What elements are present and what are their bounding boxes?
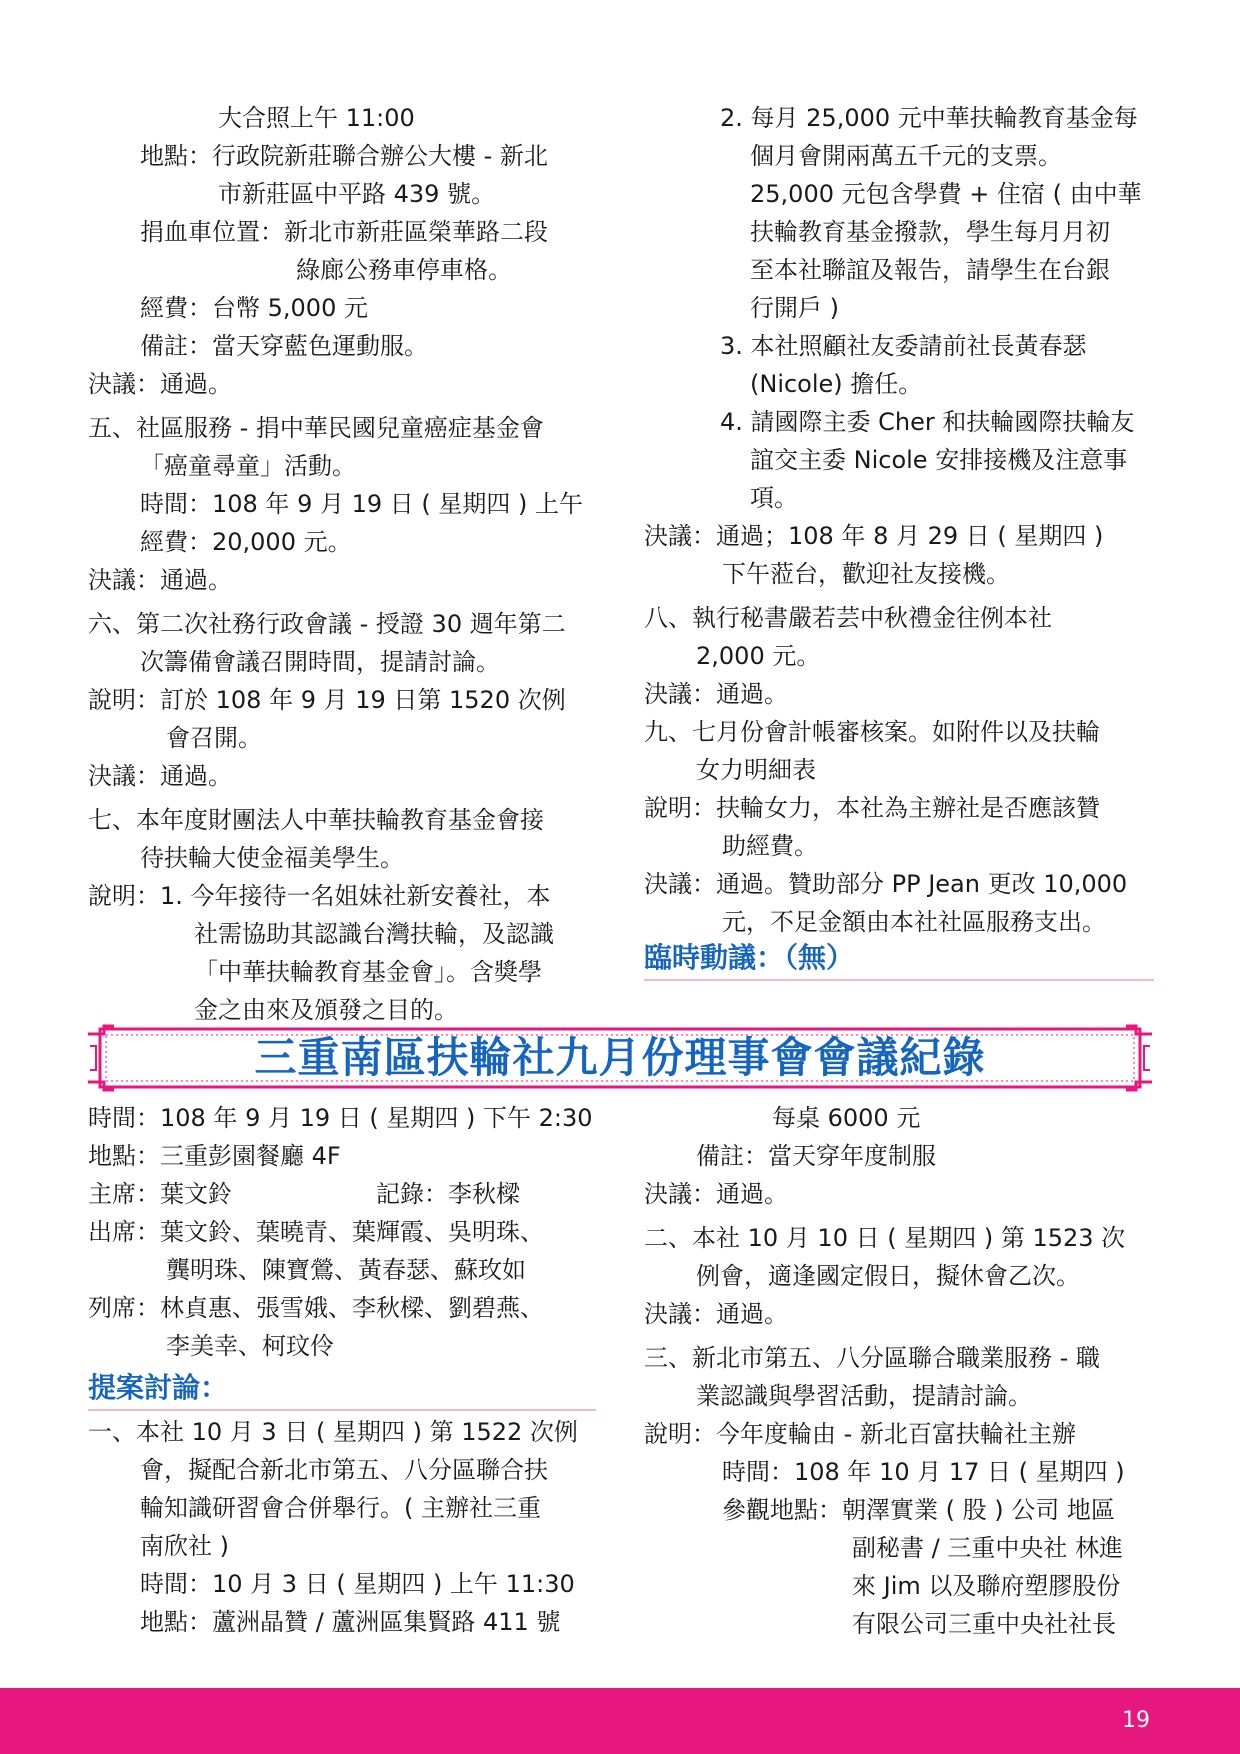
meeting-time: 時間：108 年 9 月 19 日 ( 星期四 ) 下午 2:30: [88, 1104, 593, 1132]
text-line: 項。: [750, 484, 798, 512]
text-line: (Nicole) 擔任。: [750, 370, 923, 398]
text-line: 社需協助其認識台灣扶輪，及認識: [194, 920, 554, 948]
agenda-item-6: 六、第二次社務行政會議 - 授證 30 週年第二: [88, 610, 566, 638]
text-line: 捐血車位置：新北市新莊區榮華路二段: [140, 218, 548, 246]
resolution-line: 決議：通過。: [644, 1180, 788, 1208]
attendees: 出席：葉文鈴、葉曉青、葉輝霞、吳明珠、: [88, 1218, 544, 1246]
agenda-item-9: 九、七月份會計帳審核案。如附件以及扶輪: [644, 718, 1100, 746]
text-line: 「中華扶輪教育基金會」。含獎學: [194, 958, 542, 986]
text-line: 備註：當天穿年度制服: [696, 1142, 936, 1170]
text-line: 來 Jim 以及聯府塑膠股份: [852, 1572, 1121, 1600]
text-line: 25,000 元包含學費 + 住宿 ( 由中華: [750, 180, 1142, 208]
text-line: 時間：108 年 10 月 17 日 ( 星期四 ): [722, 1458, 1125, 1486]
text-line: 行開戶 ): [750, 294, 839, 322]
text-line: 經費：20,000 元。: [140, 528, 352, 556]
resolution-line: 決議：通過。: [644, 1300, 788, 1328]
text-line: 下午蒞台，歡迎社友接機。: [722, 560, 1010, 588]
agenda-item-1: 一、本社 10 月 3 日 ( 星期四 ) 第 1522 次例: [88, 1418, 578, 1446]
minutes-title-banner: [88, 1024, 1152, 1092]
text-line: 誼交主委 Nicole 安排接機及注意事: [750, 446, 1128, 474]
text-line: 大合照上午 11:00: [218, 104, 415, 132]
text-line: 經費：台幣 5,000 元: [140, 294, 368, 322]
text-line: 市新莊區中平路 439 號。: [218, 180, 496, 208]
text-line: 備註：當天穿藍色運動服。: [140, 332, 428, 360]
text-line: 地點：行政院新莊聯合辦公大樓 - 新北: [140, 142, 548, 170]
observers: 列席：林貞惠、張雪娥、李秋樑、劉碧燕、: [88, 1294, 544, 1322]
agenda-item-2: 二、本社 10 月 10 日 ( 星期四 ) 第 1523 次: [644, 1224, 1126, 1252]
text-line: 綠廊公務車停車格。: [296, 256, 512, 284]
text-line: 2,000 元。: [696, 642, 821, 670]
text-line: 個月會開兩萬五千元的支票。: [750, 142, 1062, 170]
proposal-discussion-heading: 提案討論：: [88, 1371, 229, 1404]
list-item: 3. 本社照顧社友委請前社長黃春瑟: [720, 332, 1087, 360]
banner-title: 三重南區扶輪社九月份理事會會議紀錄: [254, 1033, 986, 1082]
text-line: 業認識與學習活動，提請討論。: [696, 1382, 1032, 1410]
provisional-motion-heading: 臨時動議：（無）: [644, 941, 855, 974]
text-line: 待扶輪大使金福美學生。: [140, 844, 404, 872]
chairperson: 主席：葉文鈴: [88, 1180, 232, 1208]
recorder: 記錄：李秋樑: [376, 1180, 520, 1208]
list-item: 4. 請國際主委 Cher 和扶輪國際扶輪友: [720, 408, 1135, 436]
heading-divider: [644, 979, 1154, 981]
text-line: 地點：蘆洲晶贊 / 蘆洲區集賢路 411 號: [140, 1608, 561, 1636]
agenda-item-8: 八、執行秘書嚴若芸中秋禮金往例本社: [644, 604, 1052, 632]
resolution-line: 決議：通過。: [644, 680, 788, 708]
text-line: 南欣社 ): [140, 1532, 229, 1560]
resolution-line: 決議：通過；108 年 8 月 29 日 ( 星期四 ): [644, 522, 1104, 550]
text-line: 女力明細表: [696, 756, 816, 784]
text-line: 會召開。: [166, 724, 262, 752]
meeting-location: 地點：三重彭園餐廳 4F: [88, 1142, 341, 1170]
text-line: 每桌 6000 元: [772, 1104, 921, 1132]
explanation-line: 說明：扶輪女力，本社為主辦社是否應該贊: [644, 794, 1100, 822]
text-line: 「癌童尋童」活動。: [140, 452, 356, 480]
text-line: 至本社聯誼及報告，請學生在台銀: [750, 256, 1110, 284]
heading-divider: [88, 1409, 596, 1411]
resolution-line: 決議：通過。贊助部分 PP Jean 更改 10,000: [644, 870, 1128, 898]
agenda-item-7: 七、本年度財團法人中華扶輪教育基金會接: [88, 806, 544, 834]
text-line: 李美幸、柯玟伶: [166, 1332, 334, 1360]
text-line: 參觀地點：朝澤實業 ( 股 ) 公司 地區: [722, 1496, 1115, 1524]
explanation-line: 說明：1. 今年接待一名姐妹社新安養社，本: [88, 882, 551, 910]
page-number: 19: [1122, 1708, 1150, 1733]
resolution-line: 決議：通過。: [88, 566, 232, 594]
explanation-line: 說明：今年度輪由 - 新北百富扶輪社主辦: [644, 1420, 1076, 1448]
text-line: 次籌備會議召開時間，提請討論。: [140, 648, 500, 676]
text-line: 時間：108 年 9 月 19 日 ( 星期四 ) 上午: [140, 490, 584, 518]
lower-right-column: [644, 1100, 1156, 1640]
text-line: 時間：10 月 3 日 ( 星期四 ) 上午 11:30: [140, 1570, 575, 1598]
text-line: 有限公司三重中央社社長: [852, 1610, 1116, 1638]
agenda-item-3: 三、新北市第五、八分區聯合職業服務 - 職: [644, 1344, 1100, 1372]
lower-left-agenda: [88, 1414, 608, 1654]
list-item: 2. 每月 25,000 元中華扶輪教育基金每: [720, 104, 1138, 132]
text-line: 會，擬配合新北市第五、八分區聯合扶: [140, 1456, 548, 1484]
upper-left-column: [88, 100, 600, 1024]
agenda-item-5: 五、社區服務 - 捐中華民國兒童癌症基金會: [88, 414, 544, 442]
text-line: 輪知識研習會合併舉行。( 主辦社三重: [140, 1494, 541, 1522]
text-line: 助經費。: [722, 832, 818, 860]
text-line: 副秘書 / 三重中央社 林進: [852, 1534, 1123, 1562]
page-footer-bar: [0, 1688, 1240, 1754]
upper-right-column: [644, 100, 1154, 1000]
explanation-line: 說明：訂於 108 年 9 月 19 日第 1520 次例: [88, 686, 566, 714]
resolution-line: 決議：通過。: [88, 370, 232, 398]
text-line: 扶輪教育基金撥款，學生每月月初: [750, 218, 1110, 246]
text-line: 元，不足金額由本社社區服務支出。: [722, 908, 1106, 936]
text-line: 金之由來及頒發之目的。: [194, 996, 458, 1024]
text-line: 龔明珠、陳寶鶯、黃春瑟、蘇玫如: [166, 1256, 526, 1284]
resolution-line: 決議：通過。: [88, 762, 232, 790]
text-line: 例會，適逢國定假日，擬休會乙次。: [696, 1262, 1080, 1290]
